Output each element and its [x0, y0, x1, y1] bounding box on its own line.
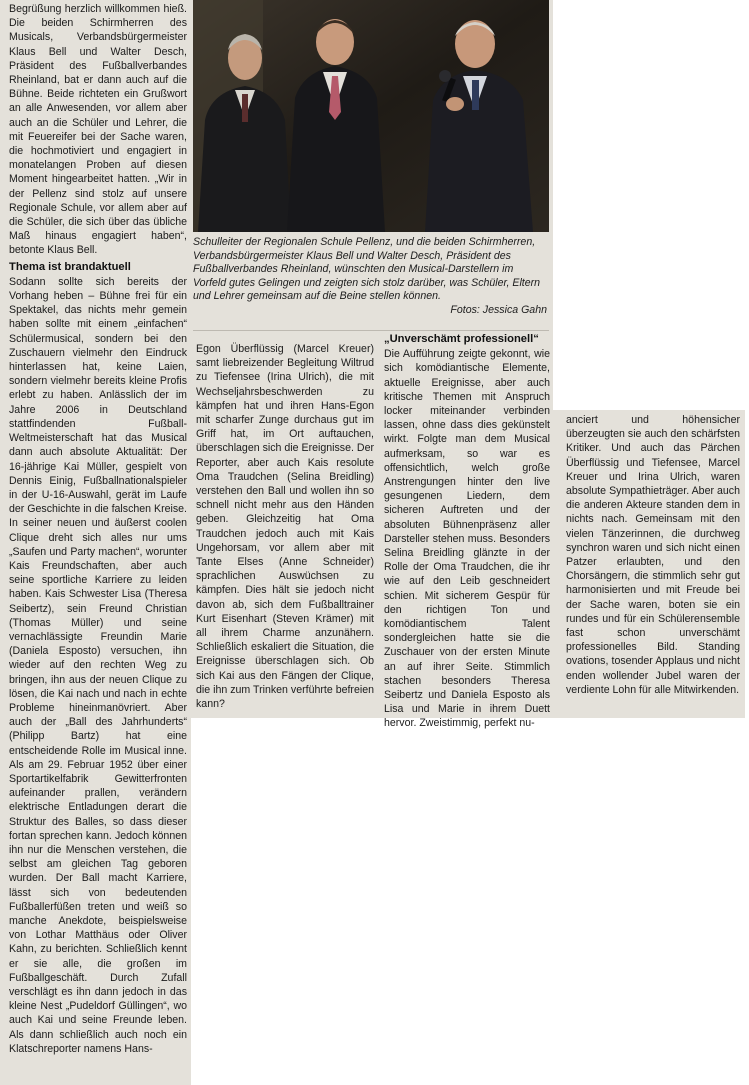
column-2-paragraph-1: Egon Überflüssig (Marcel Kreuer) samt liebreizender Begleitung Wiltrud zu Tiefensee (Irina Ulrich), die mit Wechseljahrsbeschwerden zu kämpfen hat und ihren Hans-Egon mit scharfer Zunge durchaus gut im Griff hat, im Ort auftauchen, überschlagen sich die Ereignisse. Der Reporter, aber auch Kais resolute Oma Traudchen (Selina Breidling) verstehen den Ball und wollen ihn so schnell nicht mehr aus den Händen geben. Gleichzeitig hat Oma Traudchen jedoch auch mit Kais Ungehorsam, vor allem aber mit Tante Elses (Anne Schneider) sprachlichen Auswüchsen zu kämpfen. Dies hält sie jedoch nicht davon ab, sich dem Fußballtrainer Kurt Eisenhart (Steven Krämer) mit all ihrem Charme anzunähern. Schließlich eskaliert die Situation, die Ereignisse überschlagen sich. Ob sich Kai aus den Fängen der Clique, die ihn zum Trinken verführte befreien kann? [196, 343, 374, 711]
column-4-paragraph-1: anciert und höhensicher überzeugten sie auch den schärfsten Kritiker. Und auch das Pärchen Überflüssig und Tiefensee, Marcel Kreuer und Irina Ulrich, waren absolute Sympathieträger. Aber auch die anderen Akteure standen dem in nichts nach. Gemeinsam mit den vielen Tänzerinnen, die durchweg synchron waren und sich nicht einen Patzer erlaubten, und den Chorsängern, die stimmlich sehr gut harmonisierten und mit Freude bei der Sache waren, boten sie ein rundes und für ein Schülerensemble fast schon unverschämt professionelles Bild. Standing ovations, tosender Applaus und nicht enden wollender Jubel waren der verdiente Lohn für alle Mitwirkenden. [566, 414, 740, 696]
photo-caption [193, 236, 547, 318]
photo-caption-text: Schulleiter der Regionalen Schule Pellenz, und die beiden Schirmherren, Verbandsbürgermeister Klaus Bell und Walter Desch, Präsident des Fußballverbandes Rheinland, wünschten den Musical-Darstellern im Vorfeld gutes Gelingen und zeigten sich stolz darüber, was Schüler, Eltern und Lehrer gemeinsam auf die Beine stellen können. [193, 236, 541, 303]
column-1-paragraph-1: Begrüßung herzlich willkommen hieß. Die beiden Schirmherren des Musicals, Verbandsbürgermeister Klaus Bell und Walter Desch, Präsident des Fußballverbandes Rheinland, bat er dann auch auf die Bühne. Beide richteten ein Grußwort an alle Anwesenden, vor allem aber auch an die Schüler und Lehrer, die mit Feuereifer bei der Sache waren, die hochmotiviert und engagiert in monatelangen Proben auf diesen Moment hingearbeitet hatten. „Wir in der Pellenz sind stolz auf unsere Regionale Schule, vor allem aber auf die Schüler, die sich über das übliche Maß hinaus engagiert haben“, betonte Klaus Bell. [9, 3, 187, 257]
subheading-unverschaemt-professionell: „Unverschämt professionell“ [384, 333, 539, 345]
article-photo [193, 0, 549, 232]
article-column-2 [196, 342, 374, 711]
article-column-1 [9, 2, 187, 1056]
article-column-3 [384, 330, 550, 731]
photo-three-men-illustration [193, 0, 549, 232]
photo-credit: Fotos: Jessica Gahn [450, 303, 547, 316]
column-1-paragraph-2: Sodann sollte sich bereits der Vorhang heben – Bühne frei für ein Spektakel, das nichts mehr gemein haben sollte mit einem „einfachen“ Schülermusical, sondern bei den Zuschauern vielmehr den Eindruck hinterlassen hat, keine Laien, sondern vielmehr bereits kleine Profis erlebt zu haben. Anlässlich der im Jahre 2006 in Deutschland stattfindenden Fußball-Weltmeisterschaft hat das Musical dann auch absolute Aktualität: Der 16-jährige Kai Müller, gespielt von Dennis Einig, Fußballnationalspieler in der U-16-Auswahl, gerät im Laufe der Geschichte in die falschen Kreise. In seiner neuen und äußerst coolen Clique dreht sich alles nur ums „Saufen und Party machen“, worunter Kais Freundschaften, aber auch seine sportliche Karriere zu leiden haben. Kais Schwester Lisa (Theresa Seibertz), sein Freund Christian (Thomas Müller) und seine vernachlässigte Freundin Marie (Daniela Esposto) versuchen, ihn wieder auf den rechten Weg zu bringen, ihn aus der neuen Clique zu lösen, die Kai nach und nach in echte Probleme hineinmanövriert. Aber auch der „Ball des Jahrhunderts“ (Philipp Bartz) hat eine entscheidende Rolle im Musical inne. Als am 29. Februar 1952 über einer Sportartikelfabrik Gewitterfronten aufeinander prallen, verändern elektrische Entladungen derart die Struktur des Balles, so dass dieser fortan sprechen kann. Jedoch können ihn nur die Menschen verstehen, die selbst am gleichen Tag geboren wurden. Der Ball macht Karriere, lässt sich von bedeutenden Fußballerfüßen treten und weiß so manche Anekdote, beispielsweise von Lothar Matthäus oder Oliver Kahn, zu berichten. Schließlich kennt er sie alle, die großen im Fußballgeschäft. Durch Zufall verschlägt es ihn dann jedoch in das kleine Nest „Pudeldorf Güllingen“, wo auch Kai und seine Freunde leben. Als dann schließlich auch noch ein Klatschreporter namens Hans- [9, 275, 187, 1055]
column-3-paragraph-1: Die Aufführung zeigte gekonnt, wie sich komödiantische Elemente, aktuelle Ereignisse, aber auch kritische Themen mit Anspruch locker miteinander verbinden lassen, ohne dass dies gekünstelt wirkt. Folgte man dem Musical aufmerksam, so war es offensichtlich, welch große Anstrengungen hinter den live gesungenen Liedern, dem sicheren Auftreten und der absoluten Bühnenpräsenz aller Darsteller stehen muss. Besonders Selina Breidling glänzte in der Rolle der Oma Traudchen, die ihr wie auf den Leib geschneidert schien. Mit sicherem Gespür für den richtigen Ton und komödiantischem Talent sondergleichen hatte sie die Zuschauer von der ersten Minute an auf ihrer Seite. Stimmlich stachen besonders Theresa Seibertz und Daniela Esposto als Lisa und Marie in ihrem Duett hervor. Zweistimmig, perfekt nu- [384, 348, 550, 730]
subheading-thema-brandaktuell: Thema ist brandaktuell [9, 260, 131, 273]
article-column-4 [566, 413, 740, 697]
